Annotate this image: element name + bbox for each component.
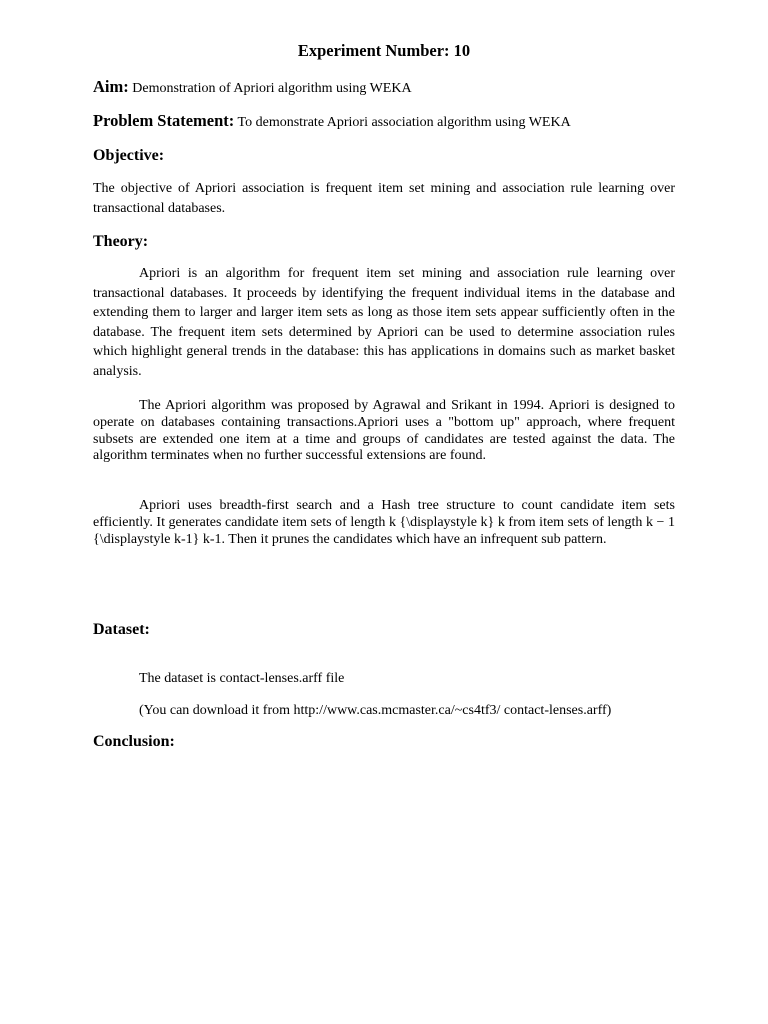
theory-paragraph-1: Apriori is an algorithm for frequent item set mining and association rule learning over transactional databases. It proceeds by identifying the frequent individual items in the database and extending them to larger and larger item sets as long as those item sets appear sufficiently often in the database. The frequent item sets determined by Apriori can be used to determine association rules which highlight general trends in the database: this has applications in domains such as market basket analysis. [93, 266, 675, 379]
conclusion-heading: Conclusion: [93, 733, 175, 750]
aim-line [93, 77, 675, 99]
dataset-file-line: The dataset is contact-lenses.arff file [139, 671, 345, 686]
theory-paragraph-3: Apriori uses breadth-first search and a Hash tree structure to count candidate item sets efficiently. It generates candidate item sets of length k {\displaystyle k} k from item sets of length k − 1 {\displaystyle k-1} k-1. Then it prunes the candidates which have an infrequent sub pattern. [93, 498, 675, 547]
problem-statement-text: To demonstrate Apriori association algorithm using WEKA [237, 115, 571, 130]
page-title: Experiment Number: 10 [297, 41, 471, 60]
aim-label: Aim: [93, 77, 129, 96]
objective-paragraph: The objective of Apriori association is frequent item set mining and association rule learning over transactional databases. [93, 181, 675, 216]
theory-paragraph-2: The Apriori algorithm was proposed by Agrawal and Srikant in 1994. Apriori is designed to operate on databases containing transactions.Apriori uses a "bottom up" approach, where frequent subsets are extended one item at a time and groups of candidates are tested against the data. The algorithm terminates when no further successful extensions are found. [93, 398, 675, 464]
problem-statement-label: Problem Statement: [93, 111, 235, 130]
aim-text: Demonstration of Apriori algorithm using WEKA [132, 81, 412, 96]
theory-heading: Theory: [93, 233, 149, 250]
problem-statement-line [93, 111, 675, 133]
dataset-download-line: (You can download it from http://www.cas.mcmaster.ca/~cs4tf3/ contact-lenses.arff) [139, 703, 612, 718]
dataset-heading: Dataset: [93, 621, 150, 638]
objective-heading: Objective: [93, 147, 165, 164]
